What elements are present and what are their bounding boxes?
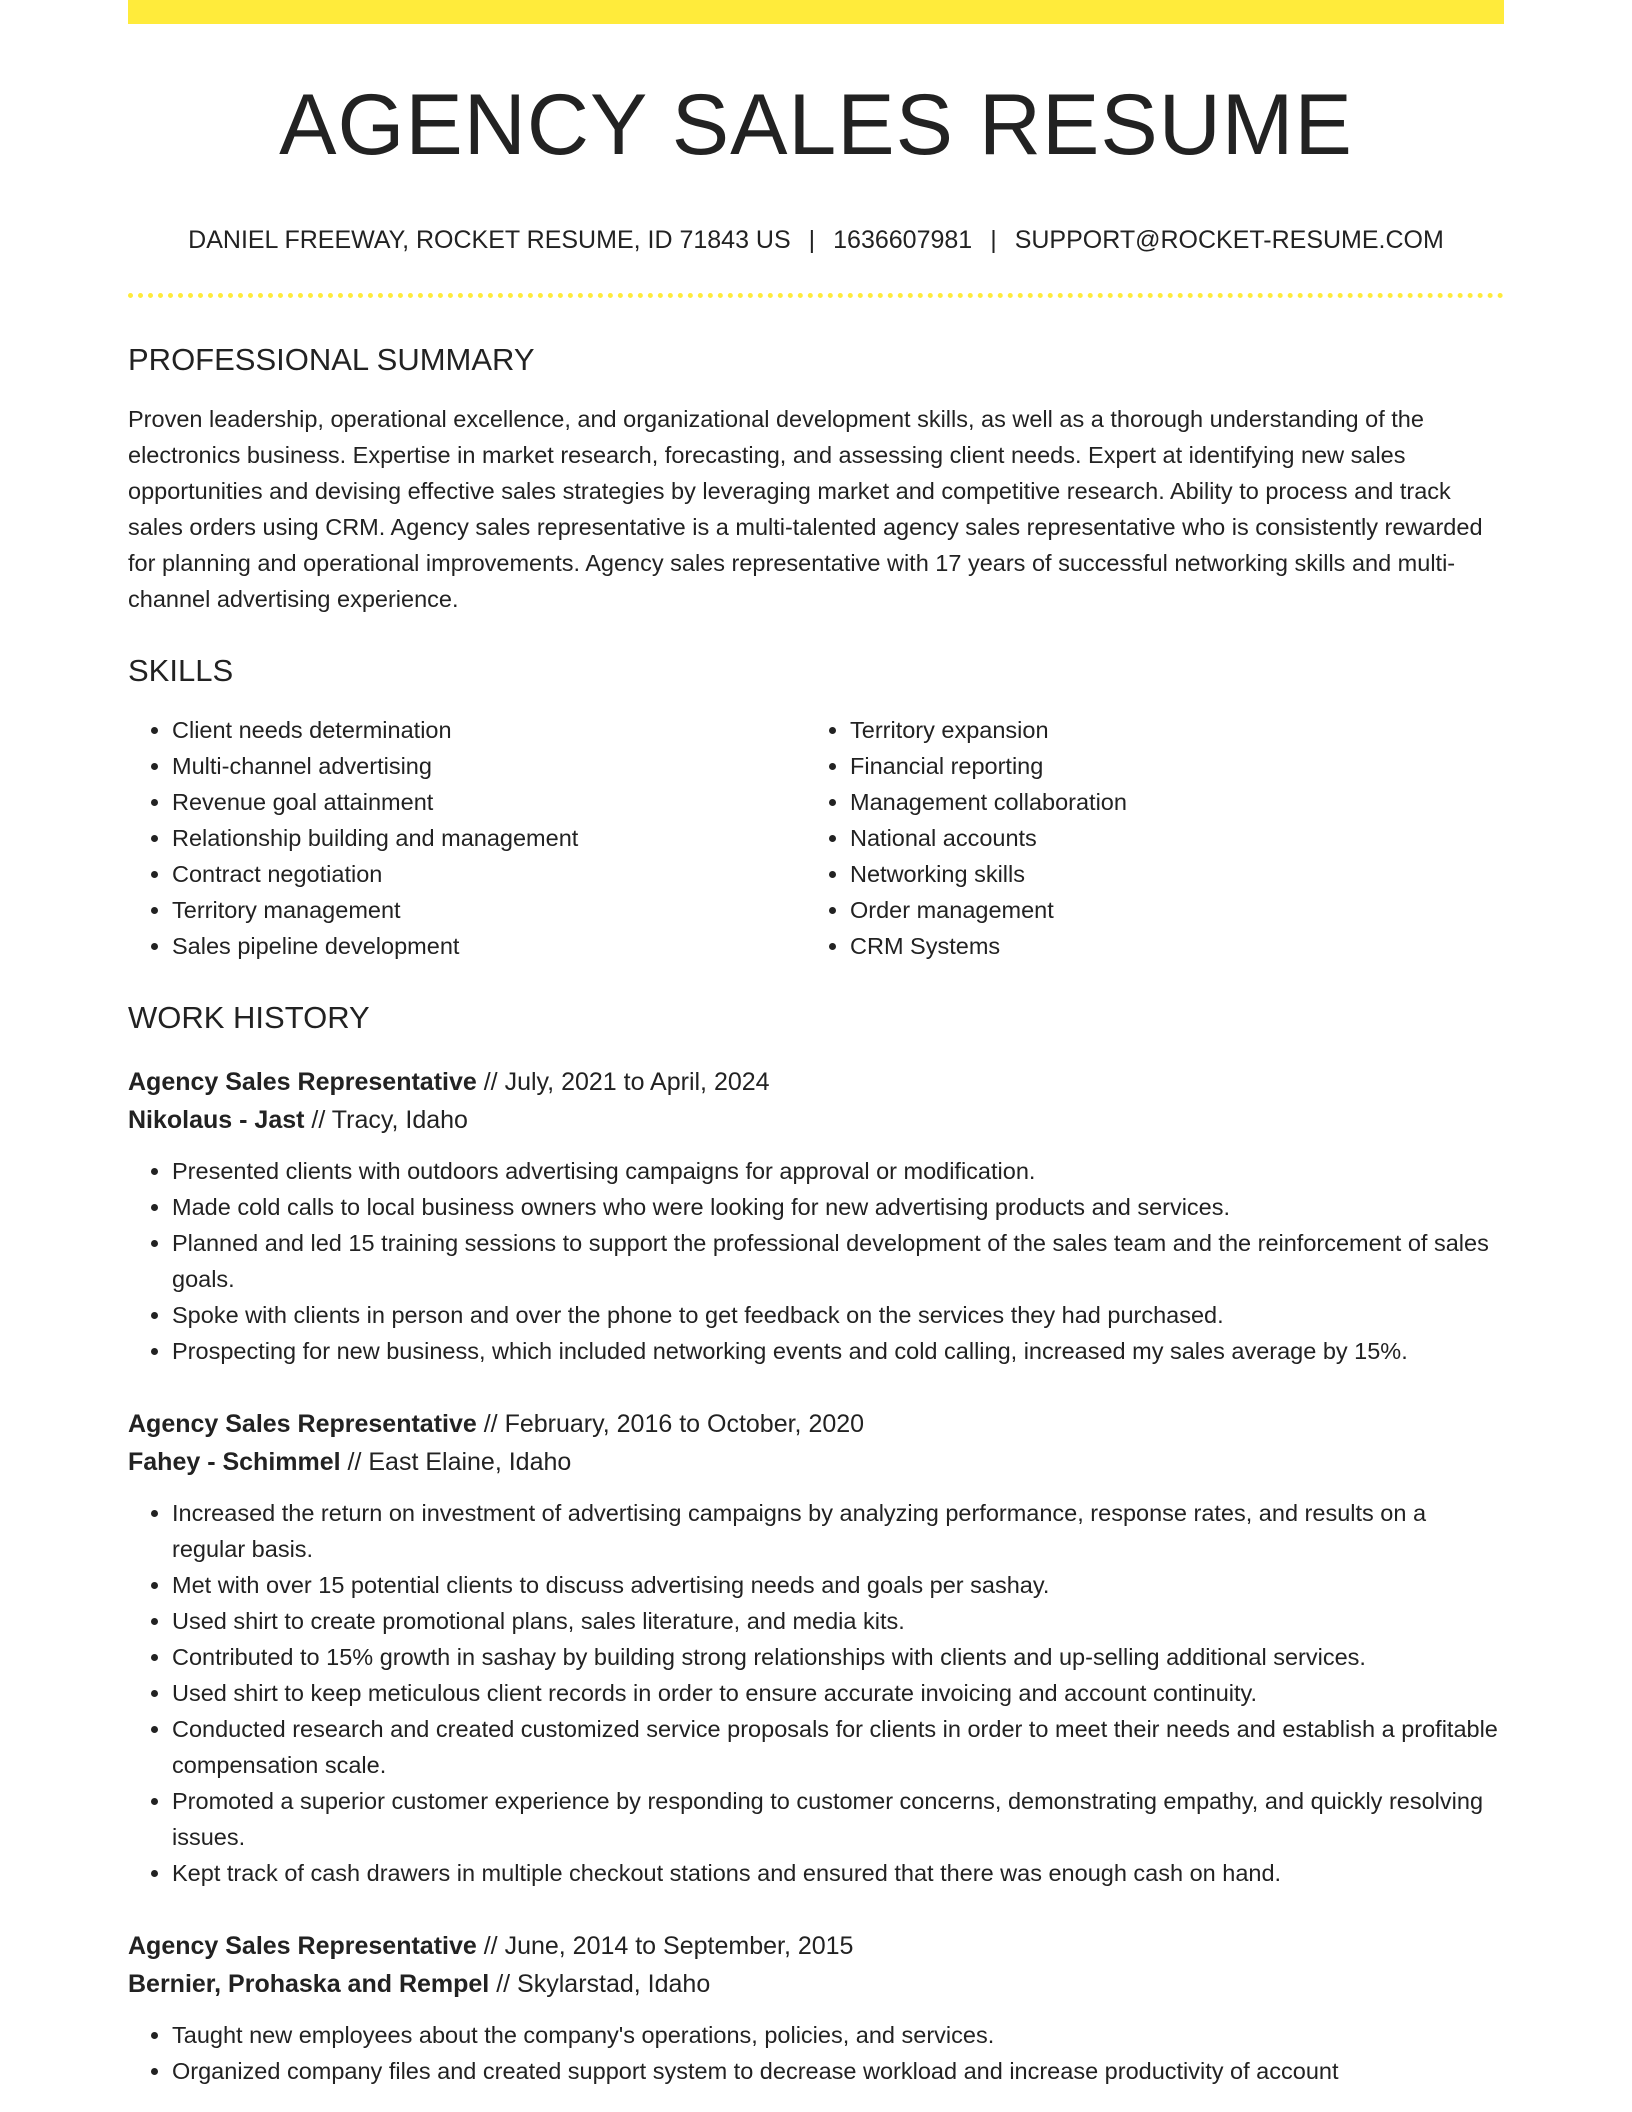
skill-item: • CRM Systems bbox=[850, 928, 1484, 964]
contact-phone: 1636607981 bbox=[833, 226, 973, 254]
skill-item: • Relationship building and management bbox=[172, 820, 806, 856]
job-dates: // June, 2014 to September, 2015 bbox=[483, 1932, 854, 1960]
job-role-line bbox=[128, 1405, 1504, 1443]
job-bullet: • Spoke with clients in person and over the phone to get feedback on the services they had purchased. bbox=[172, 1297, 1504, 1333]
job-dates: // July, 2021 to April, 2024 bbox=[483, 1068, 770, 1096]
summary-text: Proven leadership, operational excellence, and organizational development skills, as well as a thorough understanding of the electronics business. Expertise in market research, forecasting, and assessing client needs. Expert at identifying new sales opportunities and devising effective sales strategies by leveraging market and competitive research. Ability to process and track sales orders using CRM. Agency sales representative is a multi-talented agency sales representative who is consistently rewarded for planning and operational improvements. Agency sales representative with 17 years of successful networking skills and multi-channel advertising experience. bbox=[128, 406, 1483, 612]
job-bullets bbox=[128, 1495, 1504, 1891]
job-location: // East Elaine, Idaho bbox=[347, 1448, 572, 1476]
accent-bar bbox=[128, 0, 1504, 24]
contact-line bbox=[128, 228, 1504, 253]
job-bullet: • Increased the return on investment of advertising campaigns by analyzing performance, response rates, and results on a regular basis. bbox=[172, 1495, 1504, 1567]
job-dates: // February, 2016 to October, 2020 bbox=[483, 1410, 865, 1438]
job-location: // Skylarstad, Idaho bbox=[496, 1970, 711, 1998]
skills-column-left bbox=[128, 712, 806, 964]
skills-list bbox=[128, 712, 1504, 964]
job-entry bbox=[128, 1927, 1504, 2089]
resume-title: AGENCY SALES RESUME bbox=[279, 77, 1353, 173]
job-company-line bbox=[128, 1443, 1504, 1481]
skill-item: • Territory management bbox=[172, 892, 806, 928]
work-history-heading: WORK HISTORY bbox=[128, 1000, 370, 1035]
contact-separator: | bbox=[808, 226, 816, 254]
job-company-line bbox=[128, 1965, 1504, 2003]
job-company-line bbox=[128, 1101, 1504, 1139]
skill-item: • National accounts bbox=[850, 820, 1484, 856]
contact-separator: | bbox=[990, 226, 997, 254]
job-bullet: • Promoted a superior customer experience by responding to customer concerns, demonstrating empathy, and quickly resolving issues. bbox=[172, 1783, 1504, 1855]
skill-item: • Client needs determination bbox=[172, 712, 806, 748]
contact-email: SUPPORT@ROCKET-RESUME.COM bbox=[1014, 226, 1444, 254]
job-company: Nikolaus - Jast bbox=[128, 1106, 305, 1134]
job-bullet: • Conducted research and created customized service proposals for clients in order to meet their needs and establish a profitable compensation scale. bbox=[172, 1711, 1504, 1783]
job-role-line bbox=[128, 1927, 1504, 1965]
job-entry bbox=[128, 1405, 1504, 1891]
job-bullets bbox=[128, 2017, 1504, 2089]
job-entry bbox=[128, 1063, 1504, 1369]
contact-address: DANIEL FREEWAY, ROCKET RESUME, ID 71843 US bbox=[188, 226, 791, 254]
resume-page bbox=[128, 0, 1504, 2089]
skill-item: • Territory expansion bbox=[850, 712, 1484, 748]
job-company: Bernier, Prohaska and Rempel bbox=[128, 1970, 490, 1998]
job-role: Agency Sales Representative bbox=[128, 1410, 477, 1438]
job-bullet: • Taught new employees about the company's operations, policies, and services. bbox=[172, 2017, 1504, 2053]
job-company: Fahey - Schimmel bbox=[128, 1448, 341, 1476]
job-bullet: • Presented clients with outdoors advertising campaigns for approval or modification. bbox=[172, 1153, 1504, 1189]
job-bullet: • Planned and led 15 training sessions to support the professional development of the sales team and the reinforcement of sales goals. bbox=[172, 1225, 1504, 1297]
skill-item: • Networking skills bbox=[850, 856, 1484, 892]
dotted-divider bbox=[128, 293, 1504, 298]
job-role-line bbox=[128, 1063, 1504, 1101]
job-bullet: • Kept track of cash drawers in multiple checkout stations and ensured that there was enough cash on hand. bbox=[172, 1855, 1504, 1891]
job-bullet: • Used shirt to keep meticulous client records in order to ensure accurate invoicing and account continuity. bbox=[172, 1675, 1504, 1711]
skill-item: • Management collaboration bbox=[850, 784, 1484, 820]
skills-heading: SKILLS bbox=[128, 653, 234, 688]
skill-item: • Order management bbox=[850, 892, 1484, 928]
job-bullet: • Organized company files and created support system to decrease workload and increase productivity of account bbox=[172, 2053, 1504, 2089]
skill-item: • Sales pipeline development bbox=[172, 928, 806, 964]
skill-item: • Revenue goal attainment bbox=[172, 784, 806, 820]
skill-item: • Financial reporting bbox=[850, 748, 1484, 784]
skill-item: • Multi-channel advertising bbox=[172, 748, 806, 784]
job-bullets bbox=[128, 1153, 1504, 1369]
job-bullet: • Met with over 15 potential clients to discuss advertising needs and goals per sashay. bbox=[172, 1567, 1504, 1603]
skills-column-right bbox=[806, 712, 1484, 964]
summary-heading: PROFESSIONAL SUMMARY bbox=[128, 342, 535, 377]
job-bullet: • Contributed to 15% growth in sashay by building strong relationships with clients and up-selling additional services. bbox=[172, 1639, 1504, 1675]
skill-item: • Contract negotiation bbox=[172, 856, 806, 892]
job-role: Agency Sales Representative bbox=[128, 1932, 477, 1960]
job-bullet: • Used shirt to create promotional plans, sales literature, and media kits. bbox=[172, 1603, 1504, 1639]
job-role: Agency Sales Representative bbox=[128, 1068, 477, 1096]
job-bullet: • Prospecting for new business, which included networking events and cold calling, increased my sales average by 15%. bbox=[172, 1333, 1504, 1369]
job-bullet: • Made cold calls to local business owners who were looking for new advertising products and services. bbox=[172, 1189, 1504, 1225]
job-location: // Tracy, Idaho bbox=[311, 1106, 468, 1134]
